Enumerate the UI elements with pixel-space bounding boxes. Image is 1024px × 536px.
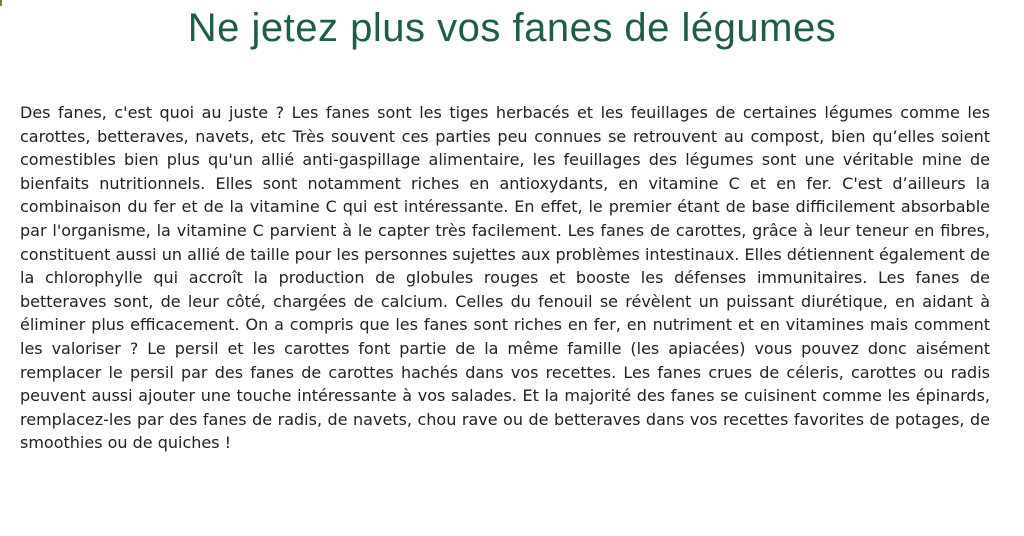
article-body: Des fanes, c'est quoi au juste ? Les fanes sont les tiges herbacés et les feuillages de certaines légumes comme les carottes, betteraves, navets, etc Très souvent ces parties peu connues se retrouvent au compost, bien qu’elles soient comestibles bien plus qu'un allié anti-gaspillage alimentaire, les feuillages des légumes sont une véritable mine de bienfaits nutritionnels. Elles sont notamment riches en antioxydants, en vitamine C et en fer. C'est d’ailleurs la combinaison du fer et de la vitamine C qui est intéressante. En effet, le premier étant de base difficilement absorbable par l'organisme, la vitamine C parvient à le capter très facilement. Les fanes de carottes, grâce à leur teneur en fibres, constituent aussi un allié de taille pour les personnes sujettes aux problèmes intestinaux. Elles détiennent également de la chlorophylle qui accroît la production de globules rouges et booste les défenses immunitaires. Les fanes de betteraves sont, de leur côté, chargées de calcium. Celles du fenouil se révèlent un puissant diurétique, en aidant à éliminer plus efficacement. On a compris que les fanes sont riches en fer, en nutriment et en vitamines mais comment les valoriser ? Le persil et les carottes font partie de la même famille (les apiacées) vous pouvez donc aisément remplacer le persil par des fanes de carottes hachés dans vos recettes. Les fanes crues de céleris, carottes ou radis peuvent aussi ajouter une touche intéressante à vos salades. Et la majorité des fanes se cuisinent comme les épinards, remplacez-les par des fanes de radis, de navets, chou rave ou de betteraves dans vos recettes favorites de potages, de smoothies ou de quiches ! xyxy=(20,103,990,453)
article-title: Ne jetez plus vos fanes de légumes xyxy=(187,6,837,50)
